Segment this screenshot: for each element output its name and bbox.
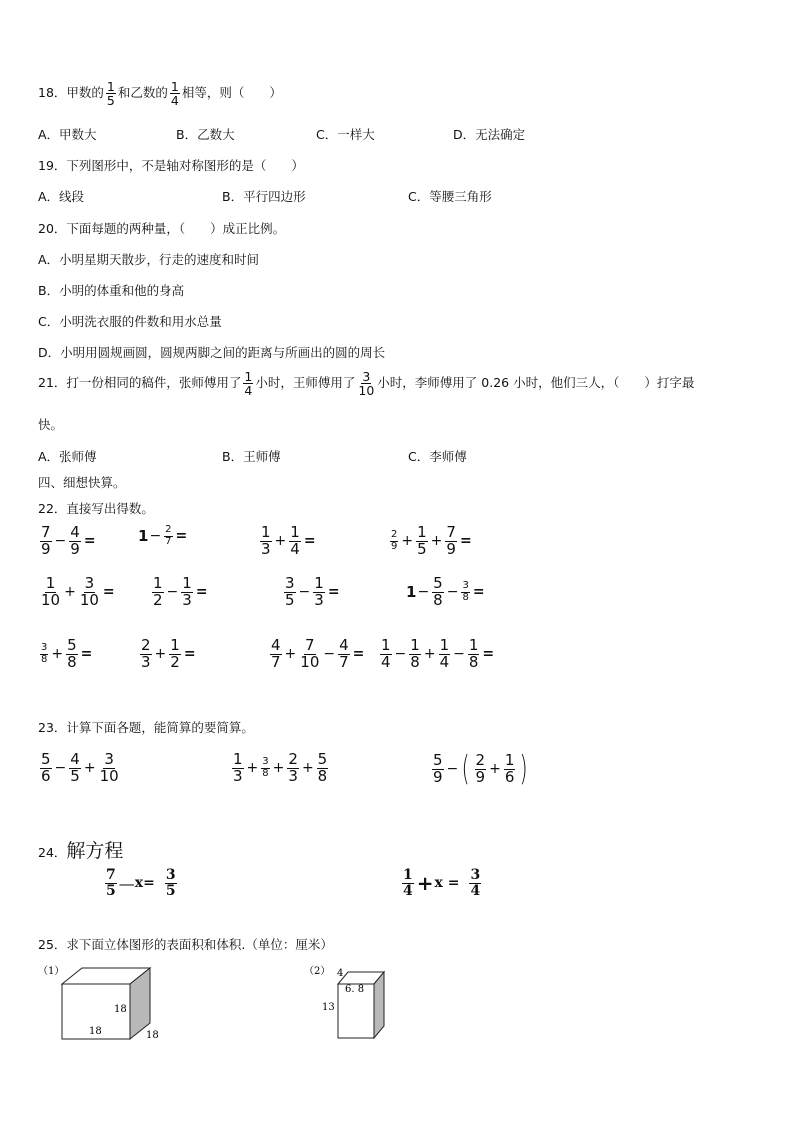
fraction: 3 5 bbox=[165, 867, 176, 899]
fraction: $\frac{5}{8}$ bbox=[67, 636, 77, 671]
fraction: 3 5 bbox=[285, 574, 295, 609]
fraction: $\frac{1}{3}$ bbox=[314, 574, 324, 609]
fraction: 1 3 bbox=[233, 750, 243, 785]
q21-option-b: B．王师傅 bbox=[222, 449, 281, 464]
fraction: $\frac{2}{3}$ bbox=[288, 750, 298, 785]
fraction: $\frac{1}{4}$ bbox=[244, 369, 253, 399]
q23-stem: 23．计算下面各题，能简算的要简算。 bbox=[38, 720, 254, 735]
section-heading: 四、细想快算。 bbox=[38, 475, 126, 490]
fraction: $\frac{1}{4}$ bbox=[170, 79, 179, 109]
q22-expr-1: 7 9 − $\frac{4}{9}$ = bbox=[41, 523, 96, 558]
q24-equation-2: 1 4 + x = 3 4 bbox=[403, 867, 481, 899]
q21-stem-cont: 快。 bbox=[38, 417, 64, 432]
q22-expr-9: 3 8 + $\frac{5}{8}$ = bbox=[41, 636, 93, 671]
q19-option-a: A．线段 bbox=[38, 189, 85, 204]
fraction: $\frac{3}{10}$ bbox=[358, 369, 375, 399]
q18-stem: 18．甲数的 $\frac{1}{5}$ 和乙数的 $\frac{1}{4}$ 相等，则（ ） bbox=[38, 79, 282, 109]
fraction: 2 9 bbox=[391, 529, 398, 552]
fraction: $\frac{5}{8}$ bbox=[317, 750, 328, 785]
q24-heading: 24． 解方程 bbox=[38, 836, 123, 863]
q22-expr-8: 1 − $\frac{5}{8}$ − $\frac{3}{8}$ = bbox=[406, 574, 485, 609]
fraction: 1 2 bbox=[153, 574, 163, 609]
fraction: $\frac{7}{10}$ bbox=[300, 636, 320, 671]
fraction: $\frac{1}{5}$ bbox=[417, 523, 427, 558]
q20-option-b: B．小明的体重和他的身高 bbox=[38, 283, 185, 298]
q22-expr-3: 1 3 + $\frac{1}{4}$ = bbox=[261, 523, 316, 558]
fraction: 1 3 bbox=[261, 523, 271, 558]
q19-option-b: B．平行四边形 bbox=[222, 189, 306, 204]
q22-expr-5: 1 10 + $\frac{3}{10}$ = bbox=[41, 574, 115, 609]
dimension-label: 13 bbox=[322, 1002, 335, 1013]
cube-figure bbox=[34, 962, 174, 1046]
q22-expr-11: 4 7 + $\frac{7}{10}$ − $\frac{4}{7}$ = bbox=[271, 636, 365, 671]
dimension-label: 18 bbox=[89, 1026, 102, 1037]
q20-option-d: D．小明用圆规画圆，圆规两脚之间的距离与所画出的圆的周长 bbox=[38, 345, 386, 360]
fraction: $\frac{2}{7}$ bbox=[165, 524, 172, 547]
fraction: 1 4 bbox=[381, 636, 391, 671]
cuboid-side-face bbox=[374, 972, 384, 1038]
q24-equation-1: 7 5 — x= 3 5 bbox=[106, 867, 176, 899]
figure-label: （1） bbox=[38, 966, 65, 977]
fraction: 3 8 bbox=[41, 642, 48, 665]
q19-stem: 19．下列图形中，不是轴对称图形的是（ ） bbox=[38, 158, 304, 173]
q23-expr-1: 5 6 − $\frac{4}{5}$ + $\frac{3}{10}$ bbox=[41, 750, 119, 785]
cuboid-figure bbox=[300, 962, 400, 1042]
fraction: 2 9 bbox=[475, 750, 486, 786]
q24-title: 解方程 bbox=[66, 840, 124, 862]
q20-option-a: A．小明星期天散步，行走的速度和时间 bbox=[38, 252, 260, 267]
fraction: $\frac{1}{2}$ bbox=[170, 636, 180, 671]
q18-option-b: B．乙数大 bbox=[176, 127, 235, 142]
fraction: $\frac{4}{9}$ bbox=[70, 523, 80, 558]
fraction: $\frac{3}{8}$ bbox=[462, 580, 469, 603]
fraction: $\frac{1}{4}$ bbox=[439, 636, 450, 671]
q18-option-d: D．无法确定 bbox=[453, 127, 526, 142]
fraction: $\frac{3}{8}$ bbox=[262, 756, 269, 779]
fraction: $\frac{3}{10}$ bbox=[99, 750, 119, 785]
parenthesis-group: ( 2 9 + $\frac{1}{6}$ ) bbox=[461, 749, 528, 789]
q20-option-c: C．小明洗衣服的件数和用水总量 bbox=[38, 314, 222, 329]
q22-expr-10: 2 3 + $\frac{1}{2}$ = bbox=[141, 636, 196, 671]
q25-stem: 25．求下面立体图形的表面积和体积.（单位：厘米） bbox=[38, 937, 333, 952]
fraction: 1 10 bbox=[41, 574, 61, 609]
fraction: $\frac{5}{8}$ bbox=[433, 574, 443, 609]
fraction: $\frac{4}{7}$ bbox=[339, 636, 349, 671]
q22-stem: 22．直接写出得数。 bbox=[38, 501, 154, 516]
q18-option-c: C．一样大 bbox=[316, 127, 375, 142]
q22-expr-7: 3 5 − $\frac{1}{3}$ = bbox=[285, 574, 340, 609]
q19-option-c: C．等腰三角形 bbox=[408, 189, 492, 204]
fraction: $\frac{1}{5}$ bbox=[106, 79, 115, 109]
fraction: 5 6 bbox=[41, 750, 51, 785]
fraction: 4 7 bbox=[271, 636, 281, 671]
q21-stem: 21．打一份相同的稿件，张师傅用了 $\frac{1}{4}$ 小时，王师傅用了 $\frac{3}{10}$ 小时，李师傅用了 0.26 小时，他们三人，（ ）打字最 bbox=[38, 369, 695, 399]
fraction: 2 3 bbox=[141, 636, 151, 671]
q22-expr-6: 1 2 − $\frac{1}{3}$ = bbox=[153, 574, 208, 609]
q23-expr-2: 1 3 + $\frac{3}{8}$ + $\frac{2}{3}$ + $\frac{5}{8}$ bbox=[233, 750, 328, 785]
dimension-label: 18 bbox=[146, 1030, 159, 1041]
fraction: 3 4 bbox=[470, 867, 481, 899]
fraction: $\frac{1}{8}$ bbox=[410, 636, 420, 671]
fraction: 5 9 bbox=[433, 750, 443, 786]
q22-expr-2: 1 − $\frac{2}{7}$ = bbox=[138, 524, 188, 547]
fraction: $\frac{1}{8}$ bbox=[468, 636, 479, 671]
q23-expr-3: 5 9 − ( 2 9 + $\frac{1}{6}$ ) bbox=[430, 752, 531, 786]
fraction: $\frac{7}{9}$ bbox=[446, 523, 456, 558]
fraction: $\frac{1}{6}$ bbox=[504, 750, 515, 786]
fraction: $\frac{3}{10}$ bbox=[79, 574, 99, 609]
dimension-label: 6. 8 bbox=[345, 984, 365, 995]
q22-expr-4: 2 9 + $\frac{1}{5}$ + $\frac{7}{9}$ = bbox=[391, 523, 472, 558]
fraction: 1 4 bbox=[403, 867, 413, 899]
fraction: 7 5 bbox=[106, 867, 116, 899]
fraction: $\frac{1}{3}$ bbox=[182, 574, 192, 609]
q22-expr-12: 1 4 − $\frac{1}{8}$ + $\frac{1}{4}$ − $\frac{1}{8}$ = bbox=[381, 636, 495, 671]
q18-option-a: A．甲数大 bbox=[38, 127, 97, 142]
figure-label: （2） bbox=[304, 966, 331, 977]
fraction: 7 9 bbox=[41, 523, 51, 558]
dimension-label: 18 bbox=[114, 1004, 127, 1015]
q21-option-a: A．张师傅 bbox=[38, 449, 97, 464]
dimension-label: 4 bbox=[337, 968, 344, 979]
fraction: $\frac{4}{5}$ bbox=[70, 750, 80, 785]
fraction: $\frac{1}{4}$ bbox=[290, 523, 300, 558]
q21-option-c: C．李师傅 bbox=[408, 449, 467, 464]
q20-stem: 20．下面每题的两种量，（ ）成正比例。 bbox=[38, 221, 286, 236]
